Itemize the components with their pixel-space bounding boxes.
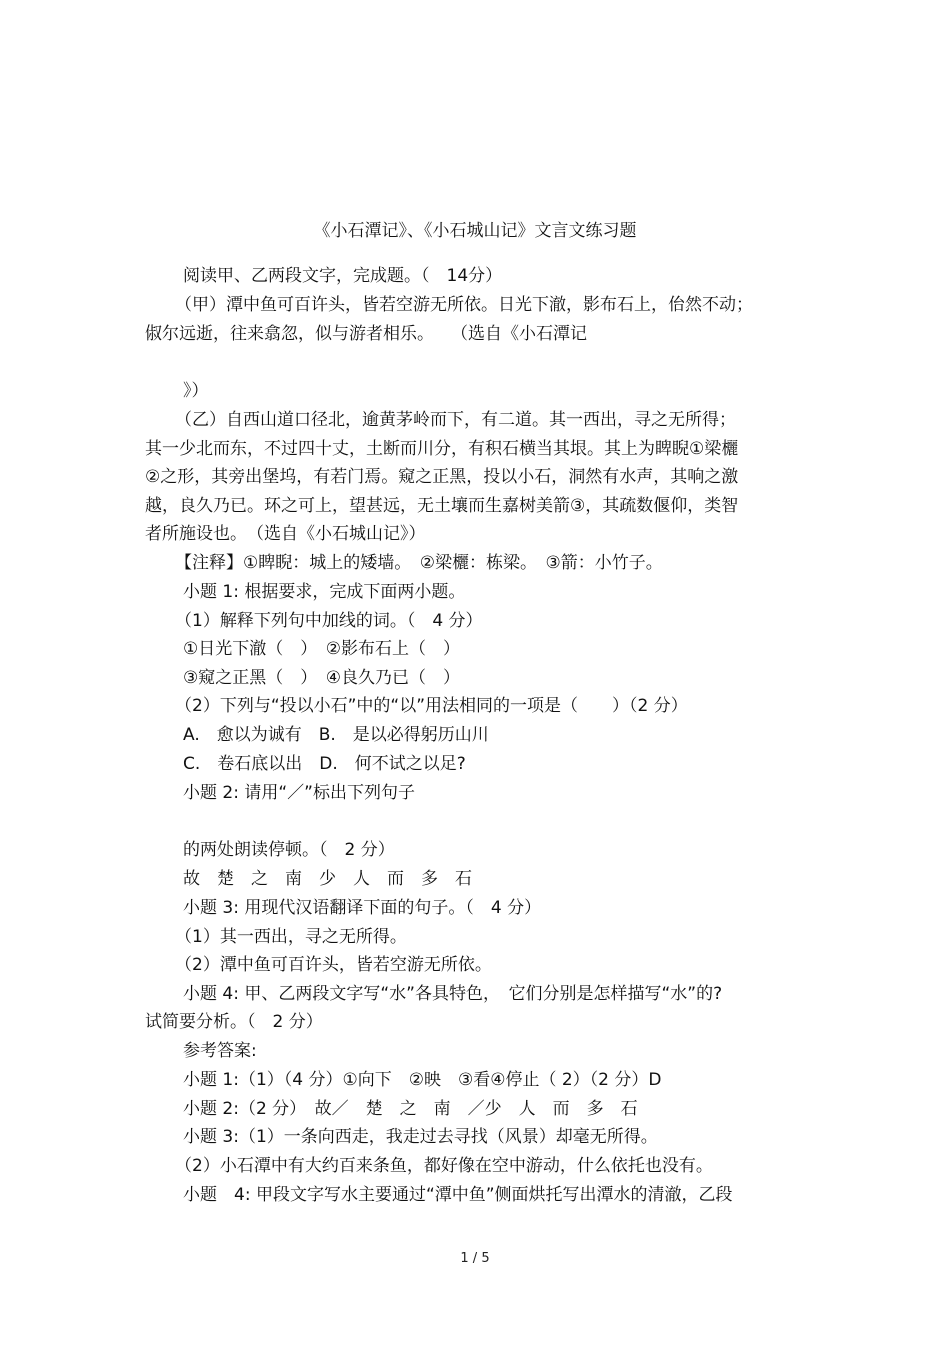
- passage-b-line-3: ②之形，其旁出堡坞，有若门焉。窥之正黑，投以小石，洞然有水声，其响之激: [145, 467, 739, 487]
- question-1-options-cd: C. 卷石底以出 D. 何不试之以足?: [183, 754, 466, 774]
- question-1-part-2: （2）下列与“投以小石”中的“以”用法相同的一项是（ ）（2 分）: [175, 696, 688, 716]
- annotation-line: 【注释】①睥睨：城上的矮墙。 ②梁欐：栋梁。 ③箭：小竹子。: [175, 553, 663, 573]
- passage-a-line-1: （甲）潭中鱼可百许头，皆若空游无所依。日光下澈，影布石上，佁然不动；: [175, 295, 753, 315]
- passage-b-line-4: 越，良久乃已。环之可上，望甚远，无土壤而生嘉树美箭③，其疏数偃仰，类智: [145, 496, 739, 516]
- answer-3-part-1: 小题 3:（1）一条向西走，我走过去寻找（风景）却毫无所得。: [183, 1127, 658, 1147]
- question-2-sentence: 故 楚 之 南 少 人 而 多 石: [183, 869, 472, 889]
- question-4-heading: 小题 4: 甲、乙两段文字写“水”各具特色， 它们分别是怎样描写“水”的?: [183, 984, 723, 1004]
- instruction-line: 阅读甲、乙两段文字，完成题。（ 14分）: [183, 266, 503, 286]
- question-3-part-2: （2）潭中鱼可百许头，皆若空游无所依。: [175, 955, 492, 975]
- page-number: 1 / 5: [460, 1251, 490, 1266]
- document-title: 《小石潭记》、《小石城山记》文言文练习题: [313, 221, 637, 241]
- answer-1: 小题 1:（1）（4 分）①向下 ②映 ③看④停止（ 2）（2 分）D: [183, 1070, 662, 1090]
- passage-b-line-5: 者所施设也。 （选自《小石城山记》）: [145, 524, 426, 544]
- answer-heading: 参考答案:: [183, 1041, 257, 1061]
- passage-a-line-3: 》）: [183, 381, 209, 401]
- answer-3-part-2: （2）小石潭中有大约百来条鱼，都好像在空中游动，什么依托也没有。: [175, 1156, 713, 1176]
- passage-b-line-2: 其一少北而东，不过四十丈，土断而川分，有积石横当其垠。其上为睥睨①梁欐: [145, 439, 739, 459]
- question-1-heading: 小题 1: 根据要求，完成下面两小题。: [183, 582, 466, 602]
- question-2-continuation: 的两处朗读停顿。（ 2 分）: [183, 840, 395, 860]
- answer-4: 小题 4: 甲段文字写水主要通过“潭中鱼”侧面烘托写出潭水的清澈，乙段: [183, 1185, 733, 1205]
- question-1-items-a: ①日光下澈（ ） ②影布石上（ ）: [183, 639, 460, 659]
- answer-2: 小题 2:（2 分） 故／ 楚 之 南 ／少 人 而 多 石: [183, 1099, 638, 1119]
- question-3-heading: 小题 3: 用现代汉语翻译下面的句子。（ 4 分）: [183, 898, 542, 918]
- question-1-items-b: ③窥之正黑（ ） ④良久乃已（ ）: [183, 668, 460, 688]
- question-3-part-1: （1）其一西出，寻之无所得。: [175, 927, 407, 947]
- question-2-heading: 小题 2: 请用“／”标出下列句子: [183, 783, 415, 803]
- question-4-continuation: 试简要分析。（ 2 分）: [145, 1012, 323, 1032]
- passage-a-line-2: 俶尔远逝，往来翕忽，似与游者相乐。 （选自《小石潭记: [145, 324, 587, 344]
- passage-b-line-1: （乙）自西山道口径北，逾黄茅岭而下，有二道。其一西出，寻之无所得；: [175, 410, 736, 430]
- question-1-part-1: （1）解释下列句中加线的词。（ 4 分）: [175, 611, 483, 631]
- question-1-options-ab: A. 愈以为诚有 B. 是以必得躬历山川: [183, 725, 489, 745]
